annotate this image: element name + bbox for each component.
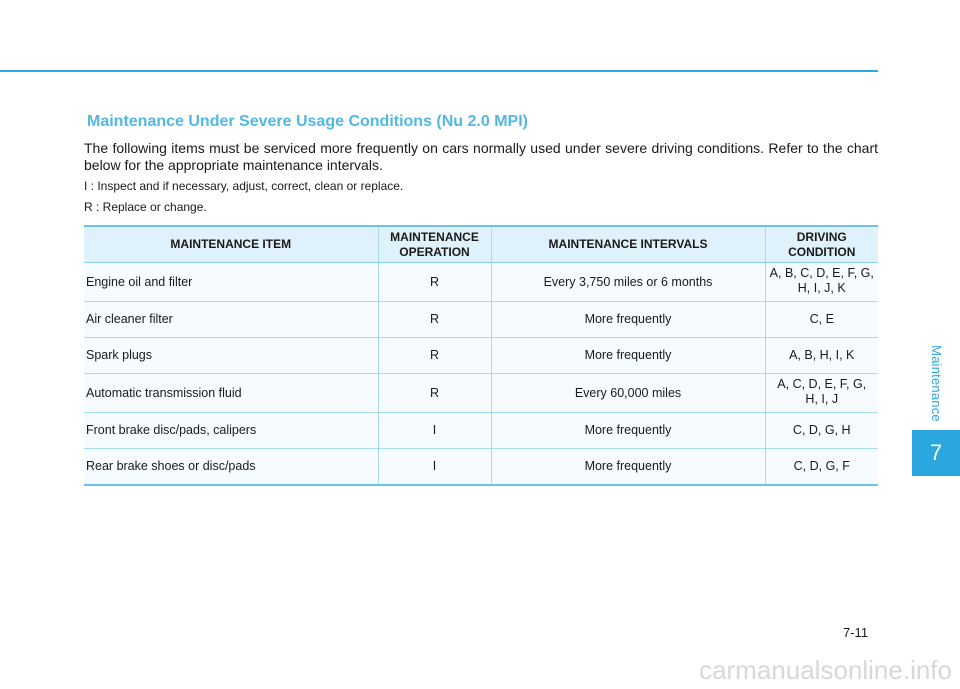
cell-condition: C, E bbox=[765, 302, 878, 338]
table-row bbox=[84, 338, 878, 374]
legend-replace: R : Replace or change. bbox=[84, 200, 207, 214]
section-title: Maintenance Under Severe Usage Conditions (Nu 2.0 MPI) bbox=[87, 113, 528, 130]
cell-interval: More frequently bbox=[491, 302, 765, 338]
cell-interval: More frequently bbox=[491, 413, 765, 449]
cell-item: Automatic transmission fluid bbox=[84, 374, 378, 413]
cell-operation: R bbox=[378, 302, 491, 338]
table-row bbox=[84, 302, 878, 338]
header-driving-condition: DRIVING CONDITION bbox=[765, 226, 878, 263]
cell-operation: R bbox=[378, 374, 491, 413]
cell-item: Air cleaner filter bbox=[84, 302, 378, 338]
header-rule bbox=[0, 70, 878, 72]
cell-condition: C, D, G, H bbox=[765, 413, 878, 449]
chapter-number-badge: 7 bbox=[912, 430, 960, 476]
header-maintenance-item: MAINTENANCE ITEM bbox=[84, 226, 378, 263]
cell-condition: A, B, C, D, E, F, G, H, I, J, K bbox=[765, 263, 878, 302]
cell-condition: A, C, D, E, F, G, H, I, J bbox=[765, 374, 878, 413]
cell-operation: R bbox=[378, 263, 491, 302]
cell-interval: More frequently bbox=[491, 449, 765, 486]
header-maintenance-operation: MAINTENANCE OPERATION bbox=[378, 226, 491, 263]
side-section-label: Maintenance bbox=[928, 344, 944, 422]
header-maintenance-intervals: MAINTENANCE INTERVALS bbox=[491, 226, 765, 263]
cell-condition: A, B, H, I, K bbox=[765, 338, 878, 374]
maintenance-schedule-table bbox=[84, 225, 878, 486]
legend-inspect: I : Inspect and if necessary, adjust, correct, clean or replace. bbox=[84, 179, 404, 193]
table-row bbox=[84, 263, 878, 302]
intro-paragraph: The following items must be serviced more frequently on cars normally used under severe driving conditions. Refer to the chart below for the appropriate maintenance intervals. bbox=[84, 140, 878, 173]
table-row bbox=[84, 449, 878, 486]
cell-operation: I bbox=[378, 413, 491, 449]
cell-item: Rear brake shoes or disc/pads bbox=[84, 449, 378, 486]
cell-interval: More frequently bbox=[491, 338, 765, 374]
page-number: 7-11 bbox=[843, 625, 869, 640]
cell-item: Engine oil and filter bbox=[84, 263, 378, 302]
cell-operation: I bbox=[378, 449, 491, 486]
cell-interval: Every 60,000 miles bbox=[491, 374, 765, 413]
main-content bbox=[84, 110, 878, 486]
table-header-row bbox=[84, 226, 878, 263]
side-section-tab[interactable] bbox=[912, 338, 960, 428]
table-row bbox=[84, 413, 878, 449]
cell-condition: C, D, G, F bbox=[765, 449, 878, 486]
cell-operation: R bbox=[378, 338, 491, 374]
cell-item: Front brake disc/pads, calipers bbox=[84, 413, 378, 449]
watermark: carmanualsonline.info bbox=[699, 655, 952, 685]
cell-item: Spark plugs bbox=[84, 338, 378, 374]
table-row bbox=[84, 374, 878, 413]
cell-interval: Every 3,750 miles or 6 months bbox=[491, 263, 765, 302]
